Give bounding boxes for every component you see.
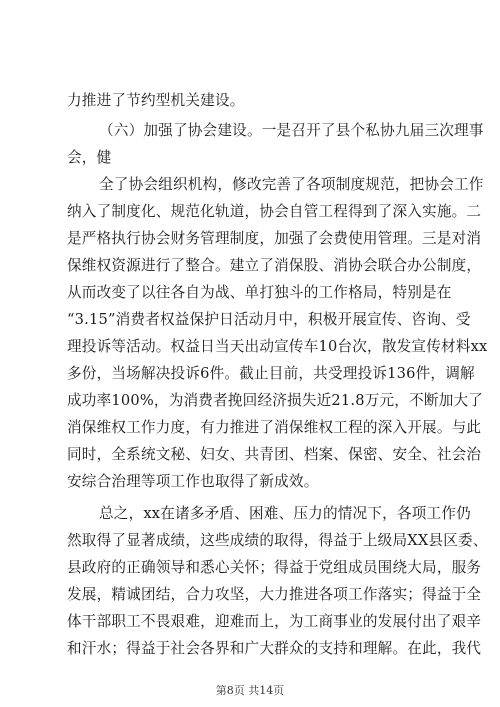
page-footer: 第8页 共14页 xyxy=(215,684,285,697)
text-line: 成功率100%，为消费者挽回经济损失近21.8万元，不断加大了 xyxy=(67,392,484,409)
section-heading-line: （六）加强了协会建设。一是召开了县个私协九届三次理事 xyxy=(99,122,484,139)
text-line: 同时，全系统文秘、妇女、共青团、档案、保密、安全、社会治 xyxy=(67,446,482,463)
text-line: 是严格执行协会财务管理制度，加强了会费使用管理。三是对消 xyxy=(67,230,482,247)
text-line: 力推进了节约型机关建设。 xyxy=(67,92,245,109)
paragraph-start-line: 总之，xx在诸多矛盾、困难、压力的情况下，各项工作仍 xyxy=(99,505,471,522)
text-line: 发展，精诚团结，合力攻坚，大力推进各项工作落实；得益于全 xyxy=(67,586,482,603)
text-line: 纳入了制度化、规范化轨道，协会自管工程得到了深入实施。二 xyxy=(67,203,482,220)
text-line: 体干部职工不畏艰难，迎难而上，为工商事业的发展付出了艰辛 xyxy=(67,613,482,630)
text-line: “3.15”消费者权益保护日活动月中，积极开展宣传、咨询、受 xyxy=(67,311,471,328)
text-line: 从而改变了以往各自为战、单打独斗的工作格局，特别是在 xyxy=(67,284,452,301)
text-line: 消保维权工作力度，有力推进了消保维权工程的深入开展。与此 xyxy=(67,419,482,436)
text-line: 和汗水；得益于社会各界和广大群众的支持和理解。在此，我代 xyxy=(67,640,482,657)
paragraph-start-line: 全了协会组织机构，修改完善了各项制度规范，把协会工作 xyxy=(99,176,484,193)
text-line: 然取得了显著成绩，这些成绩的取得，得益于上级局XX县区委、 xyxy=(67,532,488,549)
text-line: 安综合治理等项工作也取得了新成效。 xyxy=(67,473,319,490)
text-line: 保维权资源进行了整合。建立了消保股、消协会联合办公制度， xyxy=(67,257,482,274)
text-line: 多份，当场解决投诉6件。截止目前，共受理投诉136件，调解 xyxy=(67,365,475,382)
text-line: 理投诉等活动。权益日当天出动宣传车10台次，散发宣传材料xx xyxy=(67,338,488,355)
text-line: 县政府的正确领导和悉心关怀；得益于党组成员围绕大局，服务 xyxy=(67,559,482,576)
text-line: 会，健 xyxy=(67,149,112,166)
